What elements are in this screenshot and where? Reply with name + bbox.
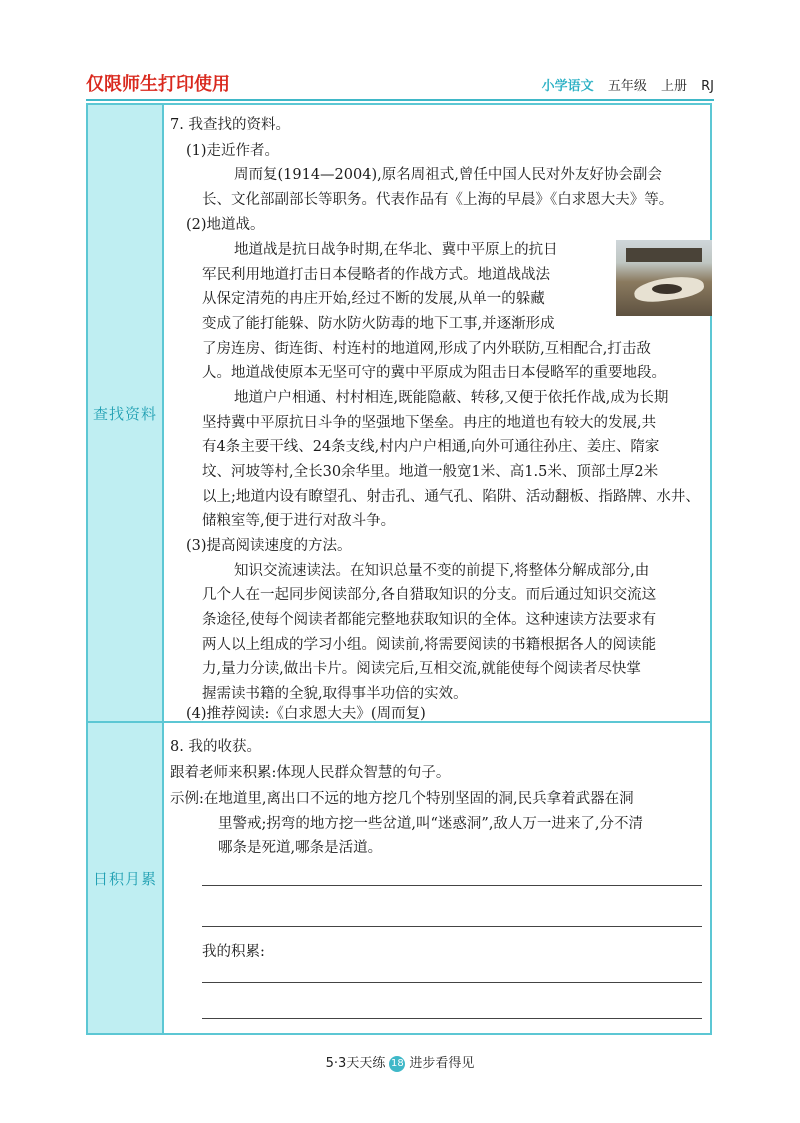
tunnel-war-line: 军民利用地道打击日本侵略者的作战方式。地道战战法 — [202, 267, 550, 283]
author-heading: (1)走近作者。 — [186, 143, 280, 159]
research-section-label: 查找资料 — [88, 105, 164, 721]
edition-label: RJ — [701, 79, 714, 94]
harvest-instruction: 跟着老师来积累:体现人民群众智慧的句子。 — [170, 765, 451, 781]
tunnel-war-line: 从保定清苑的冉庄开始,经过不断的发展,从单一的躲藏 — [202, 291, 545, 307]
example-line: 示例:在地道里,离出口不远的地方挖几个特别坚固的洞,民兵拿着武器在洞 — [170, 791, 634, 807]
author-text-line: 周而复(1914—2004),原名周祖式,曾任中国人民对外友好协会副会 — [234, 167, 662, 183]
tunnel-war-line: 以上;地道内设有瞭望孔、射击孔、通气孔、陷阱、活动翻板、指路牌、水井、 — [202, 489, 700, 505]
print-notice: 仅限师生打印使用 — [86, 74, 230, 95]
answer-line[interactable] — [202, 1018, 702, 1019]
example-line: 哪条是死道,哪条是活道。 — [218, 840, 383, 856]
reading-speed-heading: (3)提高阅读速度的方法。 — [186, 538, 352, 554]
reading-speed-line: 几个人在一起同步阅读部分,各自猎取知识的分支。而后通过知识交流这 — [202, 587, 657, 603]
answer-line[interactable] — [202, 885, 702, 886]
tunnel-war-line: 储粮室等,便于进行对敌斗争。 — [202, 513, 396, 529]
volume-label: 上册 — [660, 79, 687, 94]
reading-speed-line: 条途径,使每个阅读者都能完整地获取知识的全体。这种速读方法要求有 — [202, 612, 657, 628]
tunnel-war-line: 坚持冀中平原抗日斗争的坚强地下堡垒。冉庄的地道也有较大的发展,共 — [202, 415, 657, 431]
author-text-line: 长、文化部副部长等职务。代表作品有《上海的早晨》《白求恩大夫》等。 — [202, 192, 674, 208]
header-rule — [86, 99, 714, 101]
footer-slogan: 进步看得见 — [409, 1056, 475, 1071]
reading-speed-line: 力,量力分读,做出卡片。阅读完后,互相交流,就能使每个阅读者尽快掌 — [202, 661, 641, 677]
footer-brand: 5·3天天练 — [325, 1056, 386, 1071]
page-footer — [0, 1052, 800, 1072]
answer-line[interactable] — [202, 926, 702, 927]
tunnel-war-line: 有4条主要干线、24条支线,村内户户相通,向外可通往孙庄、姜庄、隋家 — [202, 439, 660, 455]
answer-line[interactable] — [202, 982, 702, 983]
tunnel-war-line: 地道战是抗日战争时期,在华北、冀中平原上的抗日 — [234, 242, 558, 258]
tunnel-war-line: 变成了能打能躲、防水防火防毒的地下工事,并逐渐形成 — [202, 316, 555, 332]
question-8-title: 8. 我的收获。 — [170, 739, 261, 755]
tunnel-warfare-photo — [616, 240, 712, 316]
tunnel-war-line: 人。地道战使原本无坚可守的冀中平原成为阻击日本侵略军的重要地段。 — [202, 365, 666, 381]
worksheet-frame — [86, 103, 712, 1035]
reading-speed-line: 知识交流速读法。在知识总量不变的前提下,将整体分解成部分,由 — [234, 563, 650, 579]
question-7-title: 7. 我查找的资料。 — [170, 117, 290, 133]
tunnel-war-line: 坟、河坡等村,全长30余华里。地道一般宽1米、高1.5米、顶部土厚2米 — [202, 464, 659, 480]
subject-label: 小学语文 — [541, 79, 594, 94]
page-number: 18 — [389, 1056, 405, 1072]
tunnel-war-line: 了房连房、街连街、村连村的地道网,形成了内外联防,互相配合,打击敌 — [202, 341, 651, 357]
reading-speed-line: 握需读书籍的全貌,取得事半功倍的实效。 — [202, 686, 468, 702]
example-line: 里警戒;拐弯的地方挖一些岔道,叫“迷惑洞”,敌人万一进来了,分不清 — [218, 816, 644, 832]
harvest-section-label: 日积月累 — [88, 723, 164, 1033]
book-info — [542, 75, 714, 94]
recommended-reading: (4)推荐阅读:《白求恩大夫》(周而复) — [186, 706, 426, 722]
grade-label: 五年级 — [607, 79, 647, 94]
reading-speed-line: 两人以上组成的学习小组。阅读前,将需要阅读的书籍根据各人的阅读能 — [202, 637, 657, 653]
tunnel-war-heading: (2)地道战。 — [186, 217, 265, 233]
tunnel-war-line: 地道户户相通、村村相连,既能隐蔽、转移,又便于依托作战,成为长期 — [234, 390, 669, 406]
my-accumulation-label: 我的积累: — [202, 944, 265, 960]
